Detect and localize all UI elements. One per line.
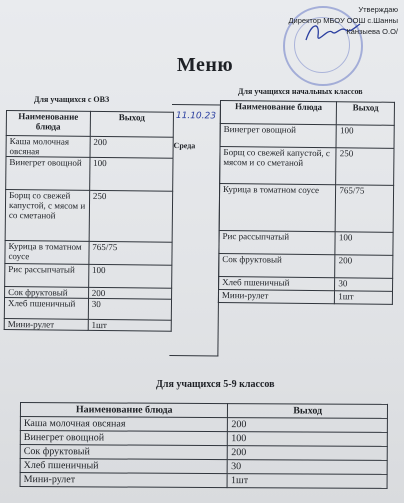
table-row (5, 263, 172, 288)
dish-cell: Сок фруктовый (5, 286, 89, 298)
yield-cell: 100 (89, 157, 173, 191)
grades-5-9-menu-table (20, 402, 388, 489)
header-dish: Наименование блюда (20, 403, 228, 418)
yield-cell: 30 (88, 298, 171, 320)
dish-cell: Рис рассыпчатый (5, 263, 89, 287)
table-row (220, 147, 394, 186)
dish-cell: Мини-рулет (4, 318, 88, 330)
table-row (4, 297, 171, 320)
table-row (220, 124, 394, 149)
table-row (20, 459, 387, 475)
dish-cell: Каша молочная овсяная (6, 136, 90, 158)
dish-cell: Сок фруктовый (219, 253, 336, 277)
yield-cell: 765/75 (335, 185, 393, 233)
dish-cell: Хлеб пшеничный (4, 297, 88, 319)
table-header-row (6, 111, 173, 138)
table-row (219, 230, 393, 255)
table-row (20, 417, 387, 433)
yield-cell: 250 (336, 148, 394, 186)
table-row (6, 136, 173, 159)
yield-cell: 1шт (88, 319, 171, 331)
approval-block (248, 4, 398, 37)
dish-cell: Винегрет овощной (20, 431, 228, 446)
yield-cell: 250 (89, 190, 173, 242)
table-header-row (20, 403, 387, 419)
dish-cell: Курица в томатном соусе (219, 184, 336, 232)
yield-cell: 100 (228, 432, 388, 447)
header-dish: Наименование блюда (220, 101, 337, 125)
table-row (5, 190, 173, 243)
header-dish: Наименование блюда (6, 111, 90, 137)
yield-cell: 200 (228, 418, 388, 433)
table-row (5, 240, 172, 265)
primary-menu-table (218, 100, 395, 305)
yield-cell: 765/75 (89, 241, 172, 265)
bottom-subtitle: Для учащихся 5-9 классов (156, 379, 275, 390)
table-row (20, 431, 387, 447)
yield-cell: 200 (228, 446, 388, 461)
yield-cell: 200 (88, 287, 171, 299)
dish-cell: Сок фруктовый (20, 445, 228, 460)
dish-cell: Рис рассыпчатый (219, 230, 336, 254)
approval-line: Канзыева О.О/ (346, 27, 398, 36)
yield-cell: 1шт (228, 474, 388, 489)
table-row (20, 473, 387, 489)
dish-cell: Хлеб пшеничный (219, 276, 335, 290)
header-yield: Выход (228, 404, 388, 419)
yield-cell: 200 (90, 136, 173, 158)
dish-cell: Каша молочная овсяная (20, 417, 228, 432)
header-yield: Выход (337, 102, 395, 126)
table-row (219, 253, 393, 278)
weekday-label: Среда (173, 141, 196, 151)
dish-cell: Борщ со свежей капустой, с мясом и со сметаной (220, 147, 337, 185)
page-title: Меню (176, 54, 234, 76)
table-row (6, 157, 173, 192)
date-column (169, 104, 221, 356)
yield-cell: 30 (335, 278, 393, 292)
dish-cell: Борщ со свежей капустой, с мясом и со сметаной (5, 190, 89, 242)
dish-cell: Мини-рулет (20, 473, 228, 488)
header-yield: Выход (90, 111, 174, 137)
approval-line: Утверждаю (358, 5, 398, 14)
yield-cell: 200 (335, 255, 393, 279)
yield-cell: 30 (228, 460, 388, 475)
approval-line: Директор МБОУ ООШ с.Шанны (288, 16, 398, 25)
dish-cell: Винегрет овощной (6, 157, 90, 191)
date-handwritten: 11.10.23 (175, 111, 217, 122)
dish-cell: Хлеб пшеничный (20, 459, 228, 474)
yield-cell: 100 (335, 232, 393, 256)
right-subtitle: Для учащихся начальных классов (238, 87, 363, 96)
yield-cell: 100 (88, 264, 171, 288)
dish-cell: Мини-рулет (218, 289, 334, 303)
table-row (4, 318, 171, 331)
ovz-menu-table (4, 110, 174, 332)
dish-cell: Винегрет овощной (220, 124, 337, 148)
table-row (219, 184, 393, 233)
table-row (20, 445, 387, 461)
yield-cell: 100 (336, 125, 394, 149)
dish-cell: Курица в томатном соусе (5, 240, 89, 264)
table-row (218, 289, 392, 304)
table-header-row (220, 101, 394, 126)
yield-cell: 1шт (335, 291, 393, 305)
left-subtitle: Для учащихся с ОВЗ (34, 95, 110, 104)
